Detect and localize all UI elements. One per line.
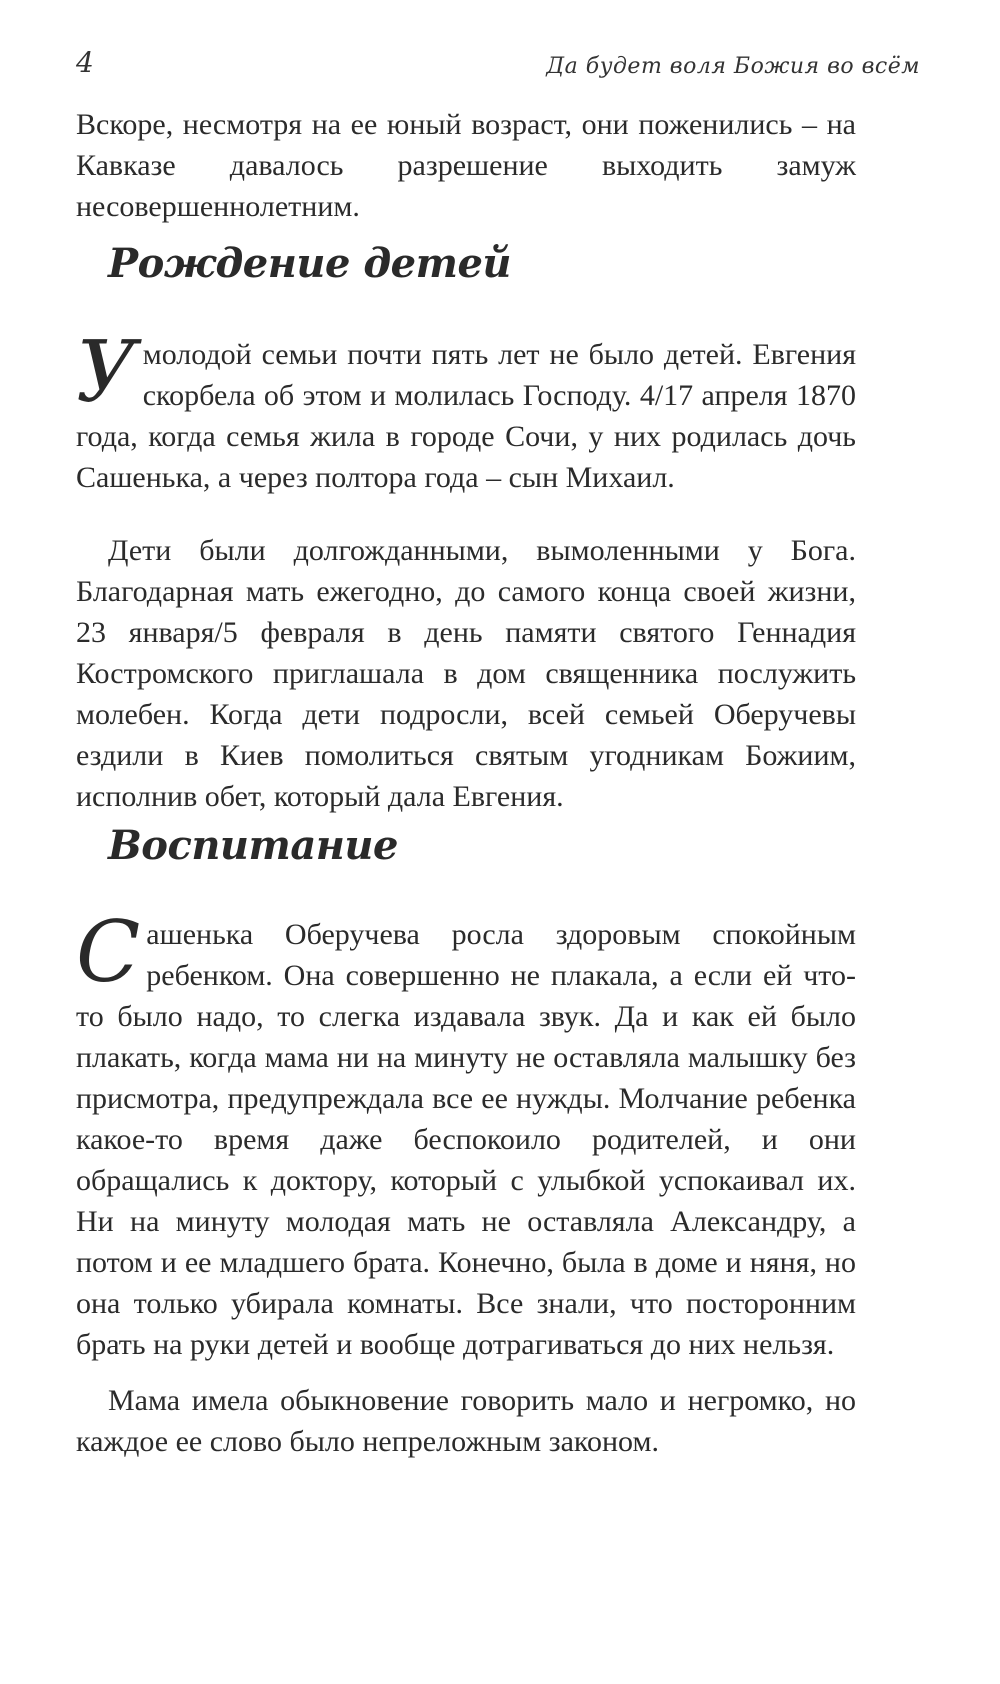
dropcap-s: С [76, 903, 141, 1001]
upbringing-paragraph-2: Мама имела обыкновение говорить мало и негромко, но каждое ее слово было непреложным законом. [76, 1384, 856, 1458]
intro-paragraph: Вскоре, несмотря на ее юный возраст, они поженились – на Кавказе давалось разрешение выходить замуж несовершеннолетним. [76, 108, 856, 223]
birth-paragraph-1-text: молодой семьи почти пять лет не было детей. Евгения скорбела об этом и молилась Господу. 4/17 апреля 1870 года, когда семья жила в городе Сочи, у них родилась дочь Сашенька, а через полтора года – сын Михаил. [76, 338, 856, 494]
section-title-birth: Рождение детей [108, 240, 511, 287]
running-head: Да будет воля Божия во всём [546, 54, 920, 79]
upbringing-paragraph-1 [76, 903, 856, 1365]
birth-paragraph-2: Дети были долгожданными, вымоленными у Бога. Благодарная мать ежегодно, до самого конца своей жизни, 23 января/5 февраля в день памяти святого Геннадия Костромского приглашала в дом священника послужить молебен. Когда дети подросли, всей семьей Оберучевы ездили в Киев помолиться святым угодникам Божиим, исполнив обет, который дала Евгения. [76, 534, 856, 813]
page-number: 4 [76, 46, 94, 79]
birth-paragraph-1 [76, 323, 856, 498]
dropcap-u: У [76, 323, 137, 421]
upbringing-paragraph-1-text: ашенька Оберучева росла здоровым спокойным ребенком. Она совершенно не плакала, а если ей что-то было надо, то слегка издавала звук. Да и как ей было плакать, когда мама ни на минуту не оставляла малышку без присмотра, предупреждала все ее нужды. Молчание ребенка какое-то время даже беспокоило родителей, и они обращались к доктору, который с улыбкой успокаивал их. Ни на минуту молодая мать не оставляла Александру, а потом и ее младшего брата. Конечно, была в доме и няня, но она только убирала комнаты. Все знали, что посторонним брать на руки детей и вообще дотрагиваться до них нельзя. [76, 918, 856, 1361]
section-title-upbringing: Воспитание [108, 822, 398, 869]
